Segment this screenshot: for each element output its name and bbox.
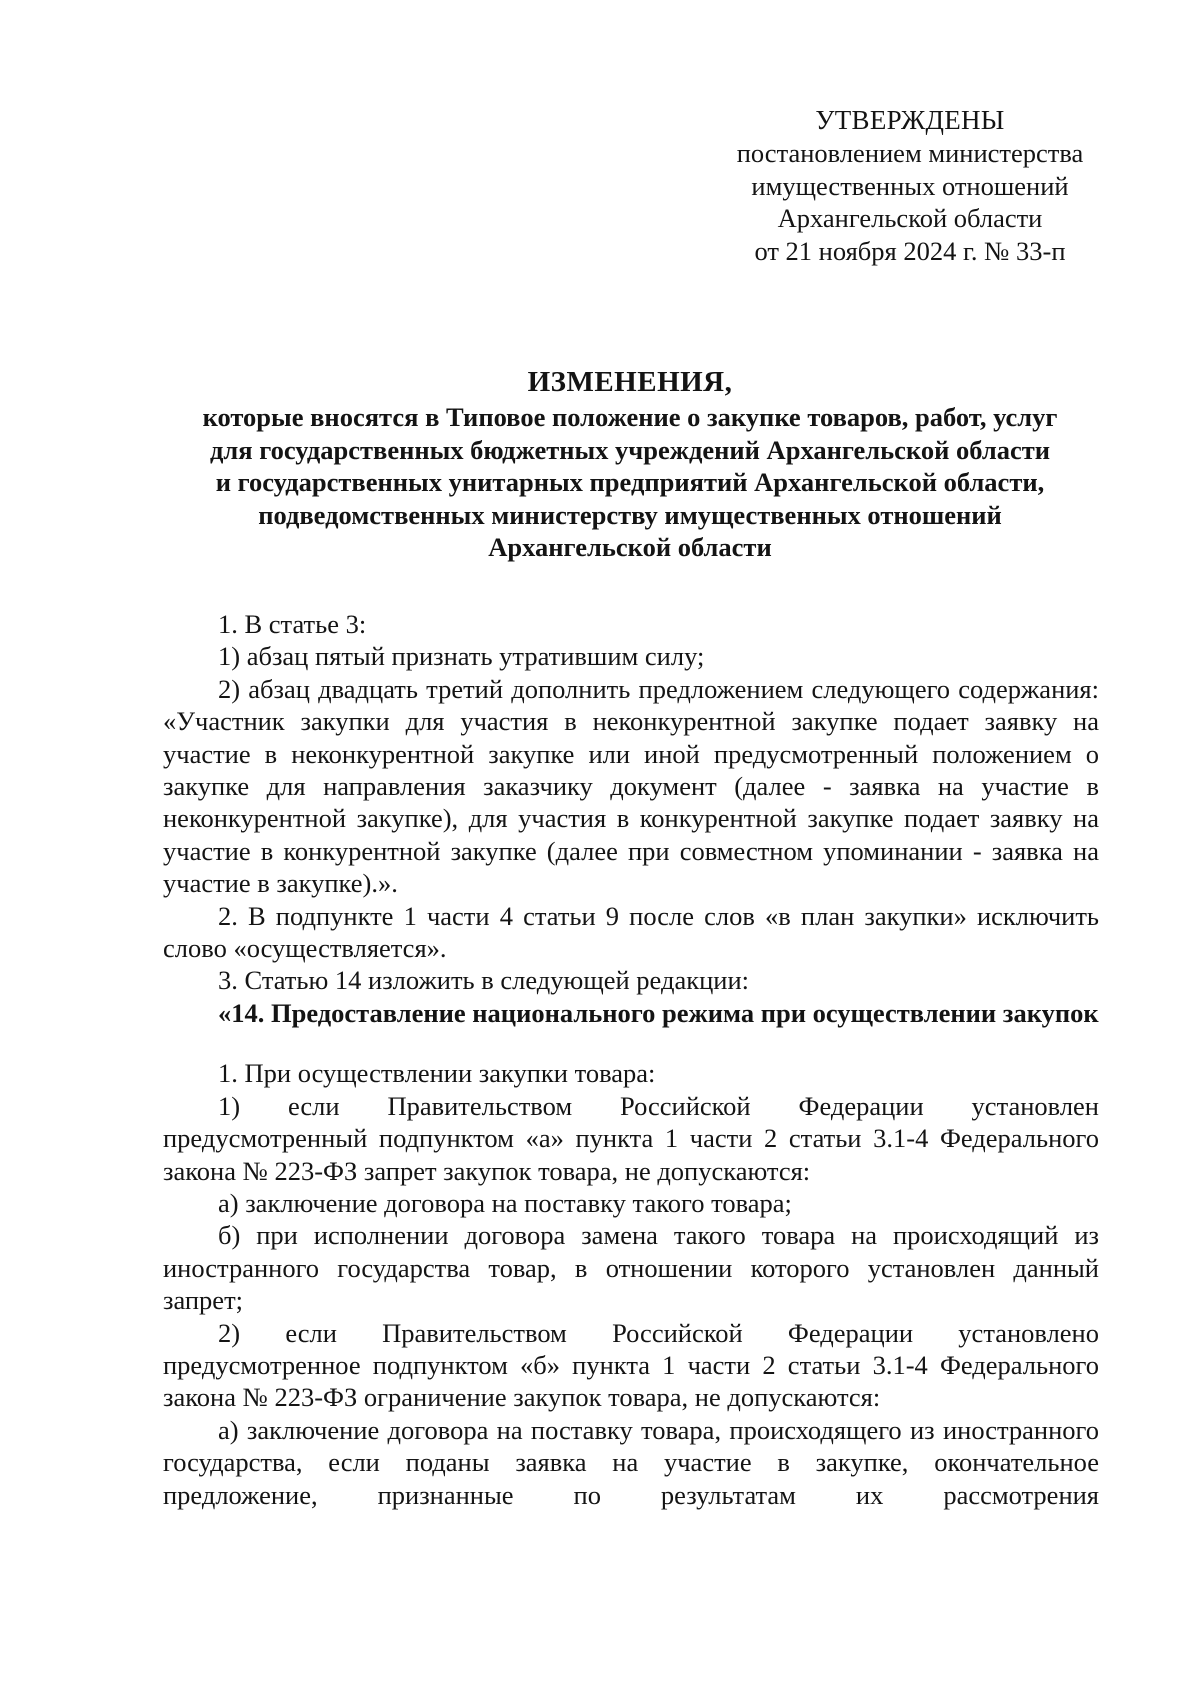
approval-line: от 21 ноября 2024 г. № 33-п — [754, 235, 1066, 266]
paragraph: 3. Статью 14 изложить в следующей редакции: — [218, 965, 749, 996]
paragraph: 1. В статье 3: — [218, 609, 367, 639]
approval-line: постановлением министерства — [736, 138, 1084, 169]
document-title: ИЗМЕНЕНИЯ, — [527, 366, 733, 398]
section-heading: «14. Предоставление национального режима при осуществлении закупок — [218, 997, 1099, 1028]
approval-line: Архангельской области — [777, 203, 1043, 234]
approval-line: имущественных отношений — [751, 170, 1069, 201]
approval-title: УТВЕРЖДЕНЫ — [815, 105, 1005, 135]
heading-line: подведомственных министерству имущественных отношений — [258, 499, 1002, 530]
heading-line: и государственных унитарных предприятий Архангельской области, — [215, 467, 1045, 498]
paragraph: б) при исполнении договора замена такого товара на происходящий из иностранного государства товар, в отношении которого установлен данный запрет; — [163, 1220, 1099, 1316]
paragraph: 1. При осуществлении закупки товара: — [218, 1058, 656, 1089]
paragraph: а) заключение договора на поставку товара, происходящего из иностранного государства, если поданы заявка на участие в закупке, окончательное предложение, признанные по результатам их рассмотрения — [163, 1414, 1099, 1510]
heading-line: Архангельской области — [488, 532, 772, 563]
document-body — [163, 608, 1099, 1511]
spacer — [163, 1029, 1099, 1057]
approval-stamp-block — [720, 104, 1100, 267]
paragraph: 2. В подпункте 1 части 4 статьи 9 после слов «в план закупки» исключить слово «осуществляется». — [163, 900, 1099, 964]
document-heading — [160, 366, 1100, 563]
heading-line: которые вносятся в Типовое положение о закупке товаров, работ, услуг — [202, 402, 1058, 433]
paragraph: 1) абзац пятый признать утратившим силу; — [218, 641, 705, 672]
paragraph: 2) абзац двадцать третий дополнить предложением следующего содержания: «Участник закупки для участия в неконкурентной закупке подает заявку на участие в неконкурентной закупке или иной предусмотренный положением о закупке для направления заказчику документ (далее - заявка на участие в неконкурентной закупке), для участия в конкурентной закупке подает заявку на участие в конкурентной закупке (далее при совместном упоминании - заявка на участие в закупке).». — [163, 673, 1099, 899]
heading-line: для государственных бюджетных учреждений Архангельской области — [209, 434, 1051, 465]
paragraph: а) заключение договора на поставку такого товара; — [218, 1187, 792, 1218]
paragraph: 2) если Правительством Российской Федерации установлено предусмотренное подпунктом «б» пункта 1 части 2 статьи 3.1-4 Федерального закона № 223-ФЗ ограничение закупок товара, не допускаются: — [163, 1317, 1099, 1413]
paragraph: 1) если Правительством Российской Федерации установлен предусмотренный подпунктом «а» пункта 1 части 2 статьи 3.1-4 Федерального закона № 223-ФЗ запрет закупок товара, не допускаются: — [163, 1090, 1099, 1186]
